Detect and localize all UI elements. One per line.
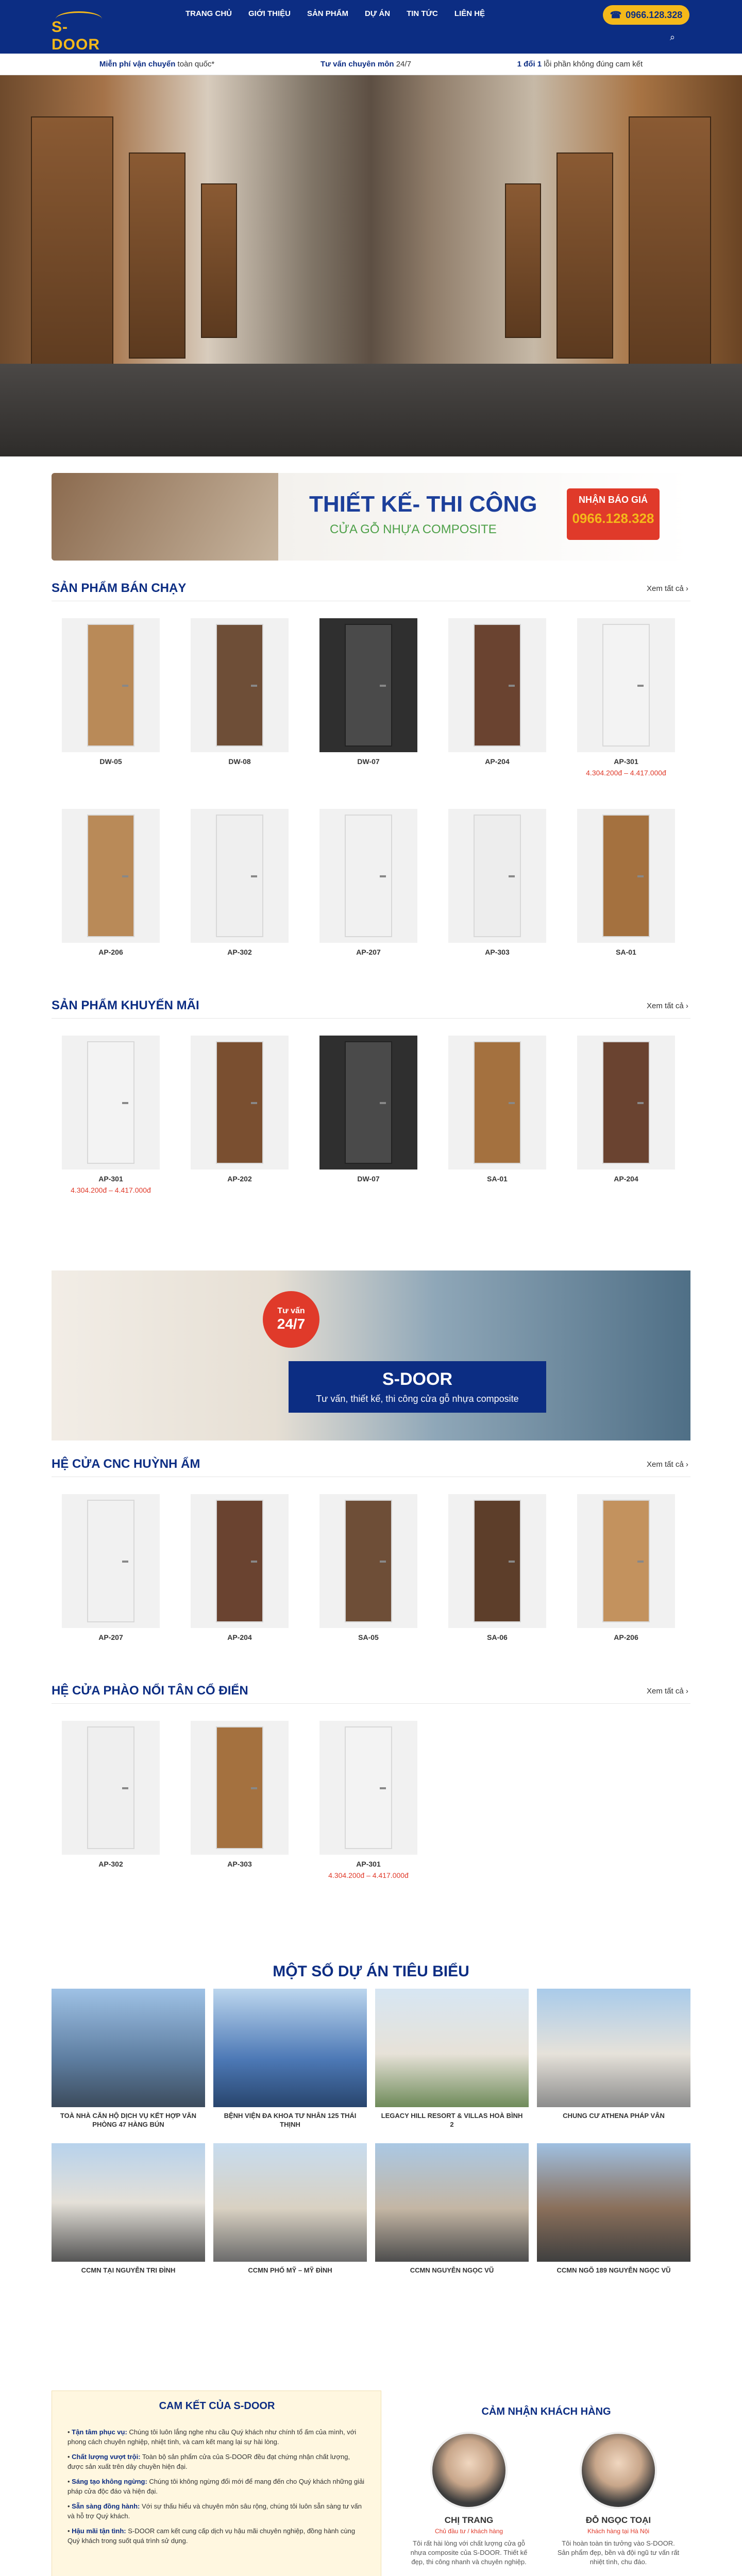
product-card[interactable] <box>62 809 160 958</box>
promo-brand: S-DOOR <box>382 1369 452 1389</box>
main-nav <box>185 9 485 18</box>
quote-badge-label: NHẬN BÁO GIÁ <box>579 495 648 505</box>
info-advice: Tư vấn chuyên môn 24/7 <box>320 60 411 69</box>
product-card[interactable] <box>319 618 417 768</box>
project-card[interactable] <box>213 2143 367 2281</box>
project-image <box>537 2143 690 2262</box>
product-image <box>319 618 417 752</box>
door-image <box>345 1726 392 1849</box>
product-image <box>191 1721 289 1855</box>
testimonial-text: Tôi rất hài lòng với chất lượng cửa gỗ nhựa composite của S-DOOR. Thiết kế đẹp, thi công nhanh và chuyên nghiệp. <box>410 2539 528 2566</box>
phone-icon: ☎ <box>610 9 622 20</box>
door-image <box>345 815 392 937</box>
project-name: CHUNG CƯ ATHENA PHÁP VÂN <box>563 2112 665 2120</box>
nav-projects[interactable]: DỰ ÁN <box>364 9 391 18</box>
product-card[interactable] <box>577 1036 675 1185</box>
product-name: SA-06 <box>487 1633 508 1641</box>
project-image <box>213 1989 367 2107</box>
product-card[interactable] <box>577 809 675 958</box>
product-card[interactable] <box>448 618 546 768</box>
divider <box>52 1018 690 1019</box>
projects-title: MỘT SỐ DỰ ÁN TIÊU BIỂU <box>273 1963 469 1980</box>
commitments-title: CAM KẾT CỦA S-DOOR <box>159 2400 275 2412</box>
product-card[interactable] <box>448 1036 546 1185</box>
product-image <box>62 618 160 752</box>
product-name: SA-01 <box>487 1175 508 1183</box>
avatar <box>430 2432 508 2509</box>
door-image <box>87 1500 134 1622</box>
door-image <box>345 1041 392 1164</box>
commitment-item: • Sáng tạo không ngừng: Chúng tôi không ngừng đổi mới để mang đến cho Quý khách những giải pháp cửa độc đáo và hiện đại. <box>68 2478 365 2495</box>
hero-door <box>505 183 541 338</box>
section-title-promo: SẢN PHẨM KHUYẾN MÃI <box>52 998 199 1012</box>
product-image <box>577 618 675 752</box>
product-name: DW-08 <box>228 757 251 766</box>
product-image <box>191 1494 289 1628</box>
nav-products[interactable]: SẢN PHẨM <box>307 9 348 18</box>
product-image <box>319 809 417 943</box>
product-name: AP-301 <box>98 1175 123 1183</box>
banner-title: THIẾT KẾ- THI CÔNG <box>309 492 537 517</box>
product-card[interactable] <box>191 1036 289 1185</box>
promo-tagline: Tư vấn, thiết kế, thi công cửa gỗ nhựa composite <box>316 1394 519 1404</box>
project-name: BỆNH VIỆN ĐA KHOA TƯ NHÂN 125 THÁI THỊNH <box>224 2112 357 2128</box>
product-image <box>191 1036 289 1170</box>
logo-text: S-DOOR <box>52 19 100 53</box>
product-price: 4.304.200đ – 4.417.000đ <box>586 769 666 777</box>
door-image <box>602 1500 650 1622</box>
product-image <box>319 1494 417 1628</box>
divider <box>52 1703 690 1704</box>
hero-door <box>629 116 711 384</box>
info-shipping: Miễn phí vận chuyển toàn quốc* <box>99 60 215 69</box>
project-image <box>213 2143 367 2262</box>
product-image <box>62 1721 160 1855</box>
nav-home[interactable]: TRANG CHỦ <box>185 9 232 18</box>
advice-badge: Tư vấn 24/7 <box>263 1291 319 1348</box>
site-header <box>0 0 742 54</box>
product-name: AP-303 <box>227 1860 252 1868</box>
commitments-list <box>68 2427 366 2551</box>
product-card[interactable] <box>448 1494 546 1643</box>
project-image <box>52 1989 205 2107</box>
door-image <box>87 624 134 747</box>
hero-image <box>0 75 742 456</box>
product-image <box>191 809 289 943</box>
commitment-item: • Hậu mãi tận tình: S-DOOR cam kết cung cấp dịch vụ hậu mãi chuyên nghiệp, đồng hành cùng Quý khách trong suốt quá trình sử dụng. <box>68 2527 356 2545</box>
testimonial-role: Khách hàng tại Hà Nội <box>587 2528 650 2535</box>
project-card[interactable] <box>537 1989 690 2127</box>
door-image <box>602 1041 650 1164</box>
product-image <box>577 1036 675 1170</box>
banner-subtitle: CỬA GỖ NHỰA COMPOSITE <box>330 522 497 536</box>
product-card[interactable] <box>191 809 289 958</box>
product-image <box>448 809 546 943</box>
section-title-cnc: HỆ CỬA CNC HUỲNH ẨM <box>52 1457 200 1471</box>
door-image <box>474 815 521 937</box>
door-image <box>345 624 392 747</box>
commitments-box <box>52 2391 381 2576</box>
product-card[interactable] <box>191 618 289 768</box>
door-image <box>216 1041 263 1164</box>
product-image <box>319 1036 417 1170</box>
product-name: AP-302 <box>227 948 252 956</box>
project-name: CCMN NGUYỄN NGỌC VŨ <box>410 2266 494 2274</box>
product-name: AP-204 <box>227 1633 252 1641</box>
project-card[interactable] <box>537 2143 690 2281</box>
product-name: AP-207 <box>356 948 381 956</box>
product-image <box>448 1036 546 1170</box>
product-image <box>577 1494 675 1628</box>
testimonial-name: ĐỖ NGỌC TOẠI <box>585 2515 651 2525</box>
product-name: AP-204 <box>485 757 510 766</box>
door-image <box>474 1041 521 1164</box>
hero-door <box>31 116 113 384</box>
testimonial-name: CHỊ TRANG <box>444 2515 494 2525</box>
see-all-promo[interactable]: Xem tất cả › <box>647 1002 688 1010</box>
door-image <box>87 1041 134 1164</box>
product-name: AP-207 <box>98 1633 123 1641</box>
avatar <box>580 2432 657 2509</box>
project-name: TOÀ NHÀ CĂN HỘ DỊCH VỤ KẾT HỢP VĂN PHÒNG 47 HÀNG BÚN <box>60 2112 197 2128</box>
product-name: AP-204 <box>614 1175 638 1183</box>
hero-door <box>201 183 237 338</box>
product-name: SA-01 <box>616 948 636 956</box>
project-name: LEGACY HILL RESORT & VILLAS HOÀ BÌNH 2 <box>381 2112 523 2128</box>
testimonial-card <box>407 2432 531 2576</box>
product-card[interactable] <box>577 1494 675 1643</box>
product-name: DW-07 <box>357 1175 380 1183</box>
product-image <box>319 1721 417 1855</box>
product-image <box>577 809 675 943</box>
door-image <box>602 624 650 747</box>
see-all-best-sellers[interactable]: Xem tất cả › <box>647 584 688 593</box>
project-image <box>375 1989 529 2107</box>
door-image <box>345 1500 392 1622</box>
project-image <box>52 2143 205 2262</box>
product-price: 4.304.200đ – 4.417.000đ <box>328 1871 409 1879</box>
product-card[interactable] <box>319 1494 417 1643</box>
door-image <box>216 815 263 937</box>
product-card[interactable] <box>62 1036 160 1194</box>
door-image <box>87 815 134 937</box>
product-card[interactable] <box>448 809 546 958</box>
nav-contact[interactable]: LIÊN HỆ <box>454 9 485 18</box>
product-card[interactable] <box>191 1721 289 1870</box>
product-image <box>448 618 546 752</box>
hotline-number: 0966.128.328 <box>626 9 683 20</box>
nav-about[interactable]: GIỚI THIỆU <box>248 9 291 18</box>
banner-photo <box>52 473 278 561</box>
product-card[interactable] <box>62 618 160 768</box>
hero-floor <box>0 364 742 456</box>
promo-box <box>289 1361 546 1413</box>
section-title-classic: HỆ CỬA PHÀO NỔI TÂN CỔ ĐIỂN <box>52 1684 248 1698</box>
quote-banner[interactable] <box>52 473 690 561</box>
door-image <box>216 624 263 747</box>
door-image <box>474 624 521 747</box>
project-card[interactable] <box>52 2143 205 2281</box>
testimonials-title: CẢM NHẬN KHÁCH HÀNG <box>481 2406 611 2417</box>
product-card[interactable] <box>191 1494 289 1643</box>
promo-banner <box>52 1270 690 1440</box>
testimonial-role: Chủ đầu tư / khách hàng <box>434 2528 503 2535</box>
project-card[interactable] <box>375 2143 529 2281</box>
project-name: CCMN TẠI NGUYỄN TRI ĐÌNH <box>81 2266 176 2274</box>
testimonial-card <box>556 2432 680 2576</box>
hero-door <box>556 152 613 359</box>
nav-news[interactable]: TIN TỨC <box>407 9 438 18</box>
product-name: AP-206 <box>98 948 123 956</box>
search-icon[interactable]: ⌕ <box>670 32 676 42</box>
product-name: DW-07 <box>357 757 380 766</box>
product-image <box>62 1036 160 1170</box>
info-exchange: 1 đổi 1 lỗi phần không đúng cam kết <box>517 60 643 69</box>
product-card[interactable] <box>62 1721 160 1870</box>
commitment-item: • Sẵn sàng đồng hành: Với sự thấu hiểu và chuyên môn sâu rộng, chúng tôi luôn sẵn sàng tư vấn và hỗ trợ Quý khách. <box>68 2502 362 2520</box>
testimonial-text: Tôi hoàn toàn tin tưởng vào S-DOOR. Sản phẩm đẹp, bền và đội ngũ tư vấn rất nhiệt tình, chu đáo. <box>557 2539 680 2566</box>
project-card[interactable] <box>52 1989 205 2127</box>
door-image <box>474 1500 521 1622</box>
project-name: CCMN NGÕ 189 NGUYỄN NGỌC VŨ <box>556 2266 671 2274</box>
product-image <box>191 618 289 752</box>
project-card[interactable] <box>375 1989 529 2127</box>
product-name: SA-05 <box>358 1633 379 1641</box>
product-card[interactable] <box>319 1721 417 1879</box>
section-title-best-sellers: SẢN PHẨM BÁN CHẠY <box>52 581 187 595</box>
door-image <box>216 1726 263 1849</box>
product-card[interactable] <box>577 618 675 777</box>
product-name: AP-302 <box>98 1860 123 1868</box>
see-all-classic[interactable]: Xem tất cả › <box>647 1687 688 1696</box>
product-card[interactable] <box>319 1036 417 1185</box>
product-name: DW-05 <box>99 757 122 766</box>
product-image <box>62 809 160 943</box>
info-bar <box>0 54 742 75</box>
product-name: AP-301 <box>356 1860 381 1868</box>
commitment-item: • Tận tâm phục vụ: Chúng tôi luôn lắng nghe nhu cầu Quý khách như chính tổ ấm của mình, với phong cách chuyên nghiệp, nhiệt tình, và cam kết mang lại sự hài lòng. <box>68 2428 357 2446</box>
project-image <box>537 1989 690 2107</box>
product-image <box>62 1494 160 1628</box>
product-name: AP-202 <box>227 1175 252 1183</box>
hotline-button[interactable] <box>603 5 689 25</box>
door-image <box>216 1500 263 1622</box>
door-image <box>602 815 650 937</box>
product-name: AP-206 <box>614 1633 638 1641</box>
quote-badge[interactable] <box>567 488 660 540</box>
commitment-item: • Chất lượng vượt trội: Toàn bộ sản phẩm cửa của S-DOOR đều đạt chứng nhận chất lượng, được sản xuất trên dây chuyền hiện đại. <box>68 2453 350 2470</box>
see-all-cnc[interactable]: Xem tất cả › <box>647 1460 688 1469</box>
project-name: CCMN PHỐ MỸ – MỸ ĐÌNH <box>248 2266 332 2274</box>
hero-door <box>129 152 185 359</box>
product-card[interactable] <box>62 1494 160 1643</box>
product-name: AP-303 <box>485 948 510 956</box>
project-image <box>375 2143 529 2262</box>
quote-badge-phone: 0966.128.328 <box>572 511 654 526</box>
door-image <box>87 1726 134 1849</box>
site-logo[interactable] <box>52 11 108 53</box>
product-name: AP-301 <box>614 757 638 766</box>
product-card[interactable] <box>319 809 417 958</box>
project-card[interactable] <box>213 1989 367 2127</box>
product-image <box>448 1494 546 1628</box>
product-price: 4.304.200đ – 4.417.000đ <box>71 1186 151 1194</box>
